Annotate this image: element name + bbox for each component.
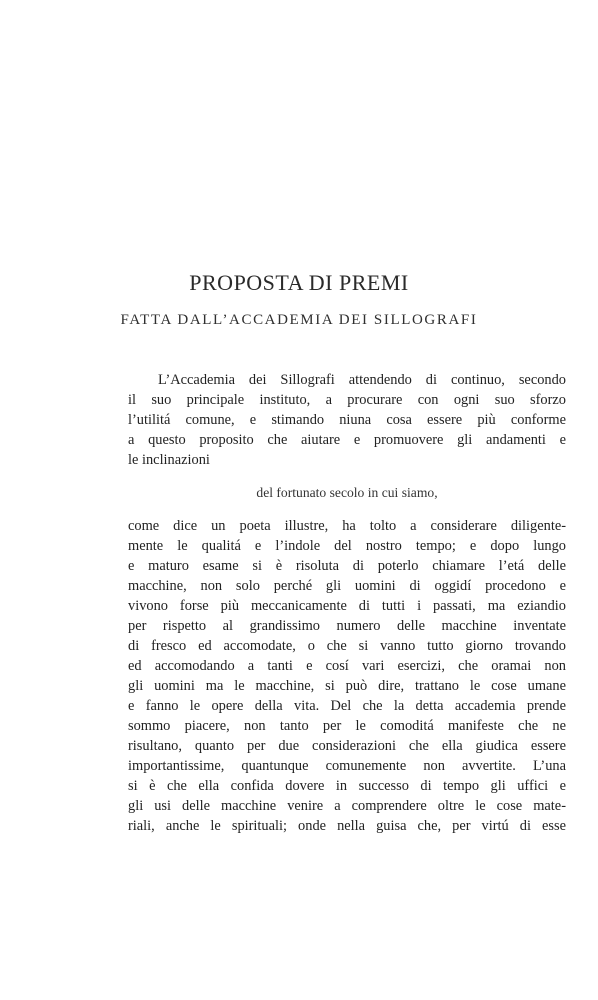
text-line: le inclinazioni [128, 452, 210, 468]
text-line: risultano, quanto per due considerazioni che ella giudica essere [128, 738, 566, 754]
text-line: di fresco ed accomodate, o che si vanno tutto giorno trovando [128, 638, 566, 654]
text-line: gli uomini ma le macchine, si può dire, trattano le cose umane [128, 678, 566, 694]
text-line: importantissime, quantunque comunemente non avvertite. L’una [128, 758, 566, 774]
quotation-line: del fortunato secolo in cui siamo, [256, 485, 438, 500]
text-line: si è che ella confida dovere in successo di tempo gli uffici e [128, 778, 566, 794]
text-line: macchine, non solo perché gli uomini di oggidí procedono e [128, 578, 566, 594]
text-line: gli usi delle macchine venire a comprendere oltre le cose mate- [128, 798, 566, 814]
text-line: il suo principale instituto, a procurare con ogni suo sforzo [128, 392, 566, 408]
text-line: per rispetto al grandissimo numero delle macchine inventate [128, 618, 566, 634]
text-line: vivono forse più meccanicamente di tutti i passati, ma eziandio [128, 598, 566, 614]
text-line: ed accomodando a tanti e cosí vari esercizi, che oramai non [128, 658, 566, 674]
text-line: L’Accademia dei Sillografi attendendo di continuo, secondo [158, 372, 566, 388]
text-line: a questo proposito che aiutare e promuovere gli andamenti e [128, 432, 566, 448]
text-line: sommo piacere, non tanto per le comoditá manifeste che ne [128, 718, 566, 734]
page-subtitle: FATTA DALL’ACCADEMIA DEI SILLOGRAFI [120, 312, 478, 328]
page-title: PROPOSTA DI PREMI [189, 270, 409, 295]
text-line: come dice un poeta illustre, ha tolto a considerare diligente- [128, 518, 566, 534]
text-line: riali, anche le spirituali; onde nella guisa che, per virtú di esse [128, 818, 566, 834]
text-line: mente le qualitá e l’indole del nostro tempo; e dopo lungo [128, 538, 566, 554]
text-line: e maturo esame si è risoluta di poterlo chiamare l’etá delle [128, 558, 566, 574]
text-line: e fanno le opere della vita. Del che la detta accademia prende [128, 698, 566, 714]
text-line: l’utilitá comune, e stimando niuna cosa essere più conforme [128, 412, 566, 428]
